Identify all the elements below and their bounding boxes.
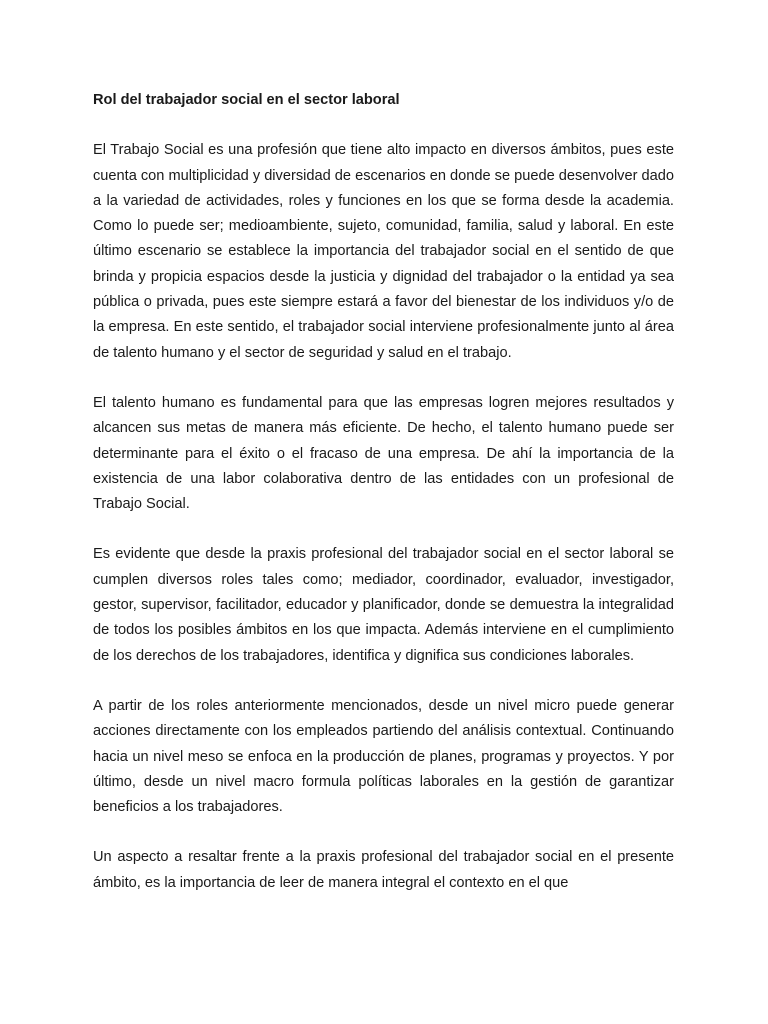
paragraph: A partir de los roles anteriormente mencionados, desde un nivel micro puede generar acciones directamente con los empleados partiendo del análisis contextual. Continuando hacia un nivel meso se enfoca en la producción de planes, programas y proyectos. Y por último, desde un nivel macro formula políticas laborales en la gestión de garantizar beneficios a los trabajadores. bbox=[93, 697, 674, 816]
paragraph: El Trabajo Social es una profesión que tiene alto impacto en diversos ámbitos, pues este cuenta con multiplicidad y diversidad de escenarios en donde se puede desenvolver dado a la variedad de actividades, roles y funciones en los que se forma desde la academia. Como lo puede ser; medioambiente, sujeto, comunidad, familia, salud y laboral. En este último escenario se establece la importancia del trabajador social en el sentido de que brinda y propicia espacios desde la justicia y dignidad del trabajador o la entidad ya sea pública o privada, pues este siempre estará a favor del bienestar de los individuos y/o de la empresa. En este sentido, el trabajador social interviene profesionalmente junto al área de talento humano y el sector de seguridad y salud en el trabajo. bbox=[93, 142, 674, 361]
paragraph: El talento humano es fundamental para que las empresas logren mejores resultados y alcancen sus metas de manera más eficiente. De hecho, el talento humano puede ser determinante para el éxito o el fracaso de una empresa. De ahí la importancia de la existencia de una labor colaborativa dentro de las entidades con un profesional de Trabajo Social. bbox=[93, 394, 674, 513]
document-title: Rol del trabajador social en el sector laboral bbox=[93, 92, 400, 108]
paragraph: Un aspecto a resaltar frente a la praxis profesional del trabajador social en el presente ámbito, es la importancia de leer de manera integral el contexto en el que bbox=[93, 849, 674, 891]
document-body bbox=[93, 88, 674, 921]
paragraph: Es evidente que desde la praxis profesional del trabajador social en el sector laboral se cumplen diversos roles tales como; mediador, coordinador, evaluador, investigador, gestor, supervisor, facilitador, educador y planificador, donde se demuestra la integralidad de todos los posibles ámbitos en los que impacta. Además interviene en el cumplimiento de los derechos de los trabajadores, identifica y dignifica sus condiciones laborales. bbox=[93, 546, 674, 664]
